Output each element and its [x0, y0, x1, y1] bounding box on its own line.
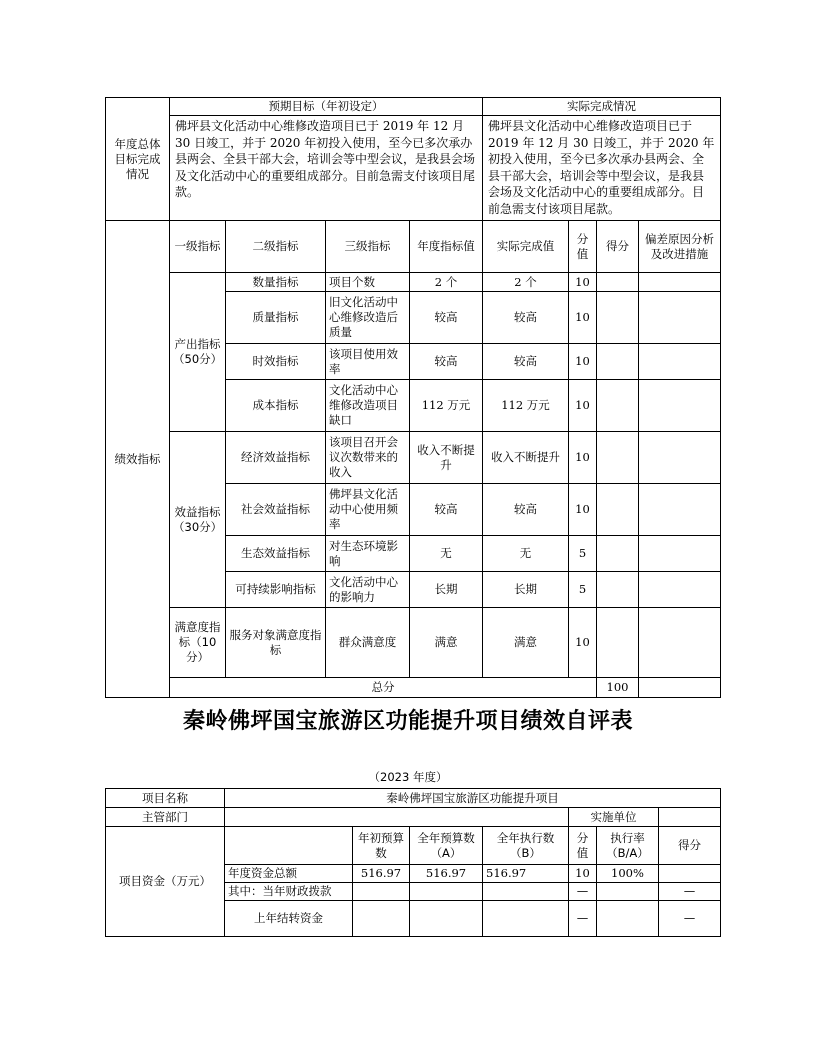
col-header: 全年预算数（A） — [410, 827, 483, 865]
table-cell — [597, 432, 639, 484]
level1-satisfaction: 满意度指标（10分） — [170, 608, 226, 678]
table-cell: 社会效益指标 — [226, 484, 326, 536]
table-cell: 516.97 — [410, 865, 483, 883]
actual-header: 实际完成情况 — [483, 98, 721, 116]
table-cell: 较高 — [483, 484, 569, 536]
table-cell: 上年结转资金 — [225, 901, 353, 937]
table-cell: 无 — [483, 536, 569, 572]
header-level1: 一级指标 — [170, 221, 226, 273]
table-cell: 年度资金总额 — [225, 865, 353, 883]
table-cell — [597, 883, 659, 901]
table-cell — [639, 344, 721, 380]
table-cell: 佛坪县文化活动中心使用频率 — [326, 484, 410, 536]
table-cell: 文化活动中心的影响力 — [326, 572, 410, 608]
table-cell: 时效指标 — [226, 344, 326, 380]
table-cell: 较高 — [410, 292, 483, 344]
table-cell: 5 — [569, 536, 597, 572]
table-cell — [597, 484, 639, 536]
table-cell: 收入不断提升 — [483, 432, 569, 484]
table-cell — [483, 883, 569, 901]
table-cell — [353, 901, 410, 937]
col-header: 执行率（B/A） — [597, 827, 659, 865]
table-cell: 群众满意度 — [326, 608, 410, 678]
table-cell — [639, 678, 721, 698]
header-level2: 二级指标 — [226, 221, 326, 273]
table-cell: 可持续影响指标 — [226, 572, 326, 608]
expected-header: 预期目标（年初设定） — [170, 98, 483, 116]
table-cell: — — [659, 883, 721, 901]
table-cell: 旧文化活动中心维修改造后质量 — [326, 292, 410, 344]
table-cell: 112 万元 — [483, 380, 569, 432]
table-cell — [639, 608, 721, 678]
table-cell — [597, 608, 639, 678]
table-cell: 文化活动中心维修改造项目缺口 — [326, 380, 410, 432]
table-cell: 长期 — [483, 572, 569, 608]
table-cell — [597, 292, 639, 344]
table-cell: 经济效益指标 — [226, 432, 326, 484]
level1-output: 产出指标（50分） — [170, 273, 226, 432]
table-cell: 服务对象满意度指标 — [226, 608, 326, 678]
performance-table-top — [105, 97, 721, 698]
table-cell: 生态效益指标 — [226, 536, 326, 572]
table-cell: 2 个 — [410, 273, 483, 292]
page-title: 秦岭佛坪国宝旅游区功能提升项目绩效自评表 — [182, 708, 633, 734]
level1-benefit: 效益指标（30分） — [170, 432, 226, 608]
year-goal-label: 年度总体目标完成情况 — [106, 98, 170, 221]
impl-label: 实施单位 — [569, 808, 659, 827]
col-header: 全年执行数（B） — [483, 827, 569, 865]
total-score: 100 — [597, 678, 639, 698]
table-cell — [597, 344, 639, 380]
table-cell — [639, 484, 721, 536]
table-cell — [597, 380, 639, 432]
table-cell — [597, 273, 639, 292]
table-cell: 10 — [569, 865, 597, 883]
table-cell: 收入不断提升 — [410, 432, 483, 484]
table-cell — [483, 901, 569, 937]
header-points: 分值 — [569, 221, 597, 273]
table-cell: 质量指标 — [226, 292, 326, 344]
table-cell: 满意 — [410, 608, 483, 678]
table-cell — [410, 883, 483, 901]
table-cell: 10 — [569, 484, 597, 536]
table-cell — [659, 865, 721, 883]
col-header: 年初预算数 — [353, 827, 410, 865]
table-cell: 较高 — [483, 344, 569, 380]
actual-text: 佛坪县文化活动中心维修改造项目已于 2019 年 12 月 30 日竣工，并于 2020 年初投入使用，至今已多次承办县两会、全县干部大会，培训会等中型会议，是我县会场及文化活动中心的重要组成部分。目前急需支付该项目尾款。 — [483, 116, 721, 221]
year-label: （2023 年度） — [368, 770, 448, 784]
table-cell: 长期 — [410, 572, 483, 608]
table-cell: 成本指标 — [226, 380, 326, 432]
project-info-table — [105, 788, 721, 937]
table-cell: 其中：当年财政拨款 — [225, 883, 353, 901]
header-level3: 三级指标 — [326, 221, 410, 273]
table-cell: 5 — [569, 572, 597, 608]
table-cell: 较高 — [410, 344, 483, 380]
dept-label: 主管部门 — [106, 808, 225, 827]
dept-value — [225, 808, 569, 827]
perf-section-label: 绩效指标 — [106, 221, 170, 698]
header-actual: 实际完成值 — [483, 221, 569, 273]
header-deviation: 偏差原因分析及改进措施 — [639, 221, 721, 273]
table-cell: — — [569, 901, 597, 937]
table-cell: 满意 — [483, 608, 569, 678]
table-cell — [225, 827, 353, 865]
col-header: 得分 — [659, 827, 721, 865]
table-cell — [639, 273, 721, 292]
table-cell — [597, 536, 639, 572]
table-cell: 516.97 — [353, 865, 410, 883]
table-cell: 该项目召开会议次数带来的收入 — [326, 432, 410, 484]
table-cell: 较高 — [410, 484, 483, 536]
table-cell: 112 万元 — [410, 380, 483, 432]
table-cell: 该项目使用效率 — [326, 344, 410, 380]
table-cell: — — [659, 901, 721, 937]
table-cell: 无 — [410, 536, 483, 572]
table-cell — [597, 901, 659, 937]
table-cell: 100% — [597, 865, 659, 883]
table-cell — [639, 572, 721, 608]
table-cell: 10 — [569, 344, 597, 380]
table-cell — [597, 572, 639, 608]
table-cell: 数量指标 — [226, 273, 326, 292]
impl-value — [659, 808, 721, 827]
table-cell: 项目个数 — [326, 273, 410, 292]
table-cell — [639, 432, 721, 484]
table-cell: 516.97 — [483, 865, 569, 883]
table-cell — [639, 292, 721, 344]
table-cell — [639, 536, 721, 572]
header-target: 年度指标值 — [410, 221, 483, 273]
table-cell — [639, 380, 721, 432]
header-score: 得分 — [597, 221, 639, 273]
table-cell — [353, 883, 410, 901]
expected-text: 佛坪县文化活动中心维修改造项目已于 2019 年 12 月 30 日竣工，并于 2020 年初投入使用，至今已多次承办县两会、全县干部大会，培训会等中型会议，是我县会场及文化活动中心的重要组成部分。目前急需支付该项目尾款。 — [170, 116, 483, 221]
project-name-label: 项目名称 — [106, 789, 225, 808]
total-label: 总分 — [170, 678, 597, 698]
table-cell — [410, 901, 483, 937]
table-cell: 10 — [569, 608, 597, 678]
table-cell: 2 个 — [483, 273, 569, 292]
funds-label: 项目资金（万元） — [106, 827, 225, 937]
table-cell: 10 — [569, 380, 597, 432]
table-cell: 10 — [569, 273, 597, 292]
table-cell: 10 — [569, 432, 597, 484]
table-cell: — — [569, 883, 597, 901]
col-header: 分值 — [569, 827, 597, 865]
project-name: 秦岭佛坪国宝旅游区功能提升项目 — [225, 789, 721, 808]
table-cell: 较高 — [483, 292, 569, 344]
table-cell: 10 — [569, 292, 597, 344]
table-cell: 对生态环境影响 — [326, 536, 410, 572]
